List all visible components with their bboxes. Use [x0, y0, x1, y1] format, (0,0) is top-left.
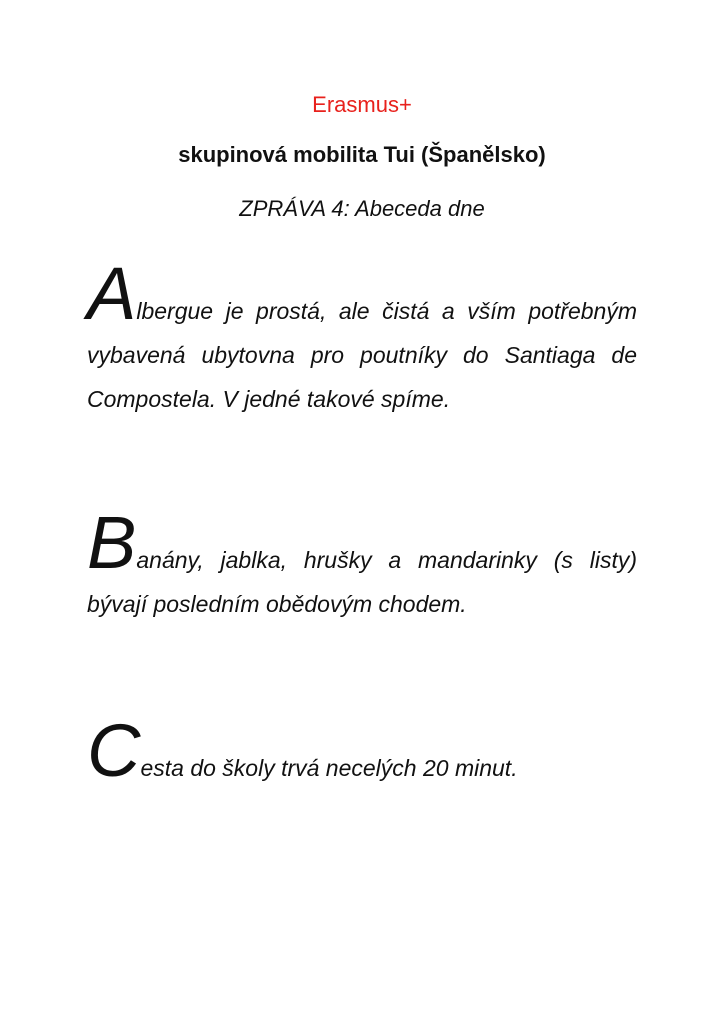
drop-cap-a: A: [87, 252, 137, 335]
page-title: ZPRÁVA 4: Abeceda dne: [239, 196, 485, 221]
program-label: Erasmus+: [312, 92, 412, 117]
entry-b-text: listy) bývají posledním obědovým chodem.: [87, 547, 637, 617]
entry-a-text: potřebným vybavená ubytovna pro poutníky do Santiaga de Compostela. V jedné takové spíme.: [87, 298, 638, 412]
drop-cap-b: B: [87, 501, 137, 584]
drop-cap-c: C: [87, 709, 141, 792]
entry-b-first-line: anány, jablka, hrušky a mandarinky (s: [136, 547, 573, 573]
page-subtitle: skupinová mobilita Tui (Španělsko): [178, 142, 546, 167]
alphabet-entry-a: [87, 252, 638, 421]
alphabet-entry-c: [87, 709, 637, 792]
alphabet-entry-b: [87, 501, 637, 626]
entry-c-first-line: esta do školy trvá necelých 20: [140, 755, 449, 781]
entry-a-first-line: lbergue je prostá, ale čistá a vším: [136, 298, 516, 324]
entry-c-text: minut.: [454, 755, 518, 781]
